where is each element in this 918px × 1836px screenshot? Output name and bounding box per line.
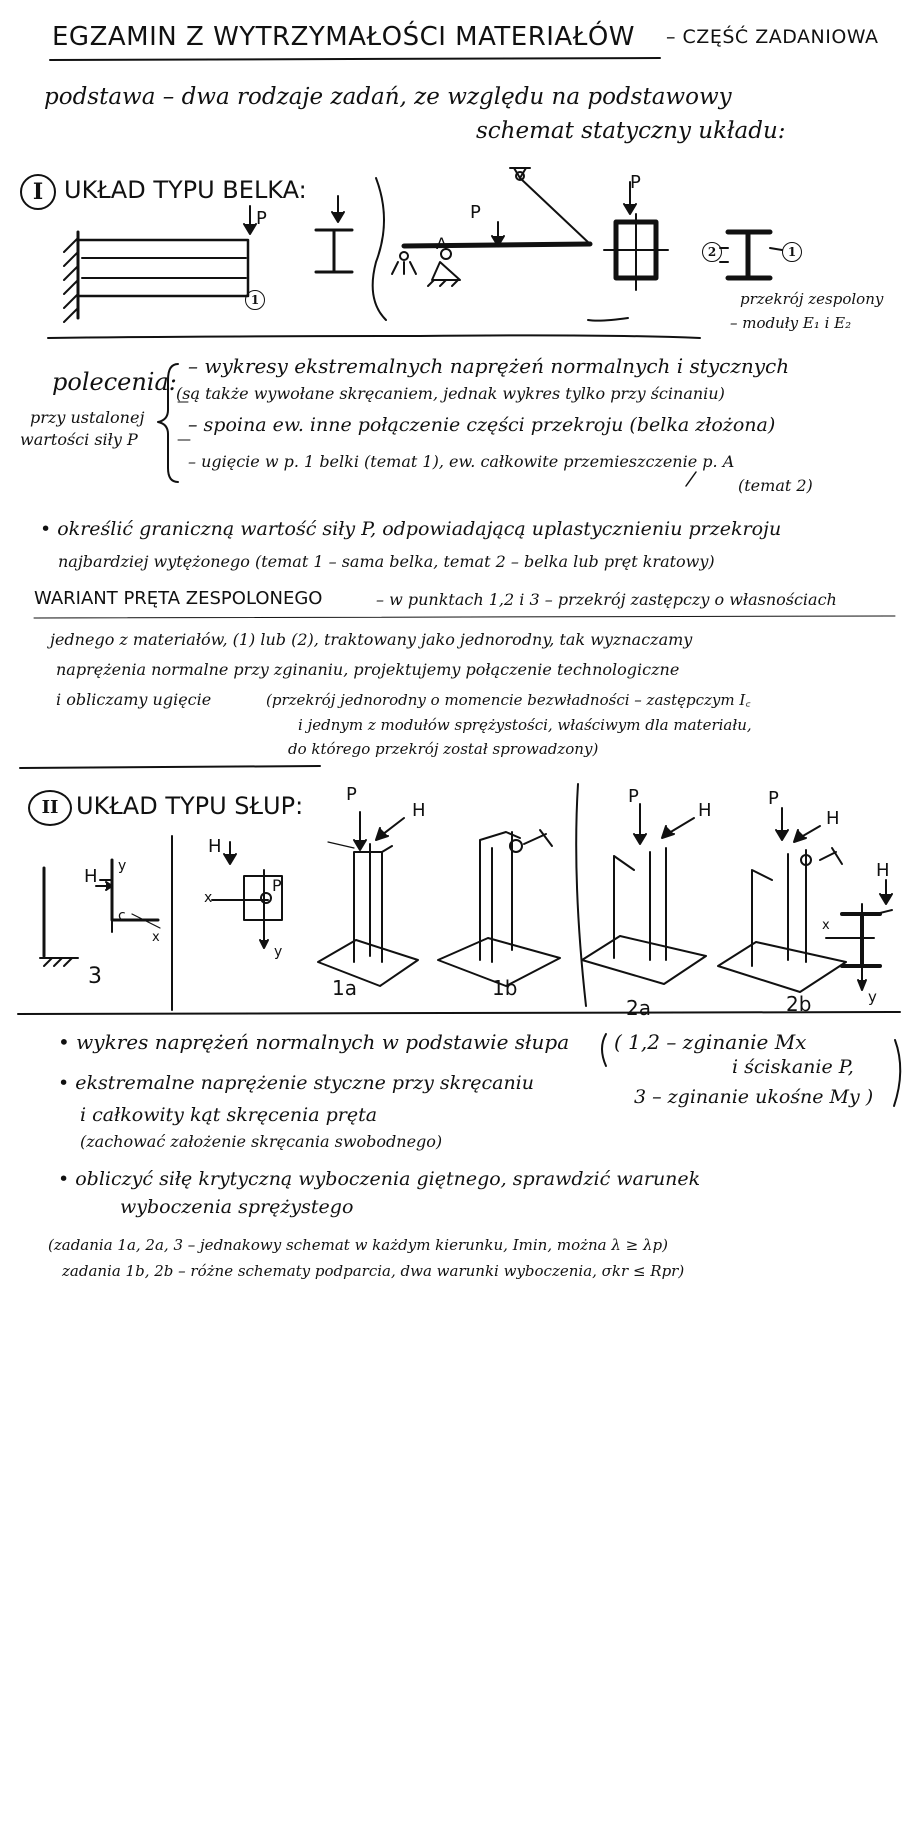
command-item-2: – spoina ew. inne połączenie części przekroju (belka złożona)	[188, 414, 776, 436]
column-1b	[438, 830, 560, 986]
page-title-suffix: – CZĘŚĆ ZADANIOWA	[666, 26, 879, 48]
composite-note-1: przekrój zespolony	[740, 290, 884, 308]
s2-bullet-3: • obliczyć siłę krytyczną wyboczenia giętnego, sprawdzić warunek	[58, 1168, 701, 1190]
commands-brace	[158, 364, 178, 482]
variant-paren-2: i jednym z modułów sprężystości, właściwym dla materiału,	[298, 716, 752, 734]
section2-divider	[20, 766, 320, 768]
commands-label: polecenia:	[52, 368, 177, 396]
column-cross-section	[212, 842, 282, 948]
fig2b-p-label: P	[768, 788, 779, 809]
tee-section-figure	[826, 880, 892, 990]
intro-line-1: podstawa – dwa rodzaje zadań, ze względu na podstawowy	[44, 84, 732, 110]
fig3-number: 3	[88, 964, 102, 989]
fig2a-p-label: P	[628, 786, 639, 807]
force-p-label-3: P	[630, 172, 641, 193]
fig3-h-label: H	[84, 866, 98, 887]
variant-paren-3: do którego przekrój został sprowadzony)	[288, 740, 599, 758]
column-2b	[718, 808, 846, 992]
fig3-x-label: x	[152, 930, 160, 945]
command-item-1-note: (są także wywołane skręcaniem, jednak wykres tylko przy ścinaniu)	[176, 384, 725, 403]
fig2a-label: 2a	[626, 996, 651, 1020]
composite-section-figure	[720, 232, 782, 278]
fig2b-h-label: H	[826, 808, 840, 829]
side-note-1: przy ustalonej	[30, 408, 145, 427]
fig2b-label: 2b	[786, 992, 812, 1016]
page-title: EGZAMIN Z WYTRZYMAŁOŚCI MATERIAŁÓW	[52, 22, 635, 52]
section1-divider	[48, 335, 700, 338]
marker-1: 1	[245, 290, 265, 310]
fig-section-x-label: x	[204, 890, 213, 906]
s2-paren-3: 3 – zginanie ukośne My )	[634, 1086, 874, 1108]
column-1a	[318, 812, 418, 986]
command-item-1: – wykresy ekstremalnych naprężeń normalnych i stycznych	[188, 354, 790, 378]
s2-bullet-2-cont: i całkowity kąt skręcenia pręta	[80, 1104, 378, 1126]
s2-paren-2: i ściskanie P,	[732, 1056, 854, 1078]
side-note-2: wartości siły P	[20, 430, 138, 449]
command-item-3-topic: (temat 2)	[738, 476, 813, 495]
fig-section-h-label: H	[208, 836, 222, 857]
box-section-figure	[604, 182, 668, 290]
section-1-heading: UKŁAD TYPU BELKA:	[64, 176, 307, 204]
force-p-label-2: P	[470, 202, 481, 223]
fig1a-label: 1a	[332, 976, 357, 1000]
fig-section-y-label: y	[274, 944, 283, 960]
variant-line-3: i obliczamy ugięcie	[56, 690, 212, 709]
s2-note-1: (zadania 1a, 2a, 3 – jednakowy schemat w każdym kierunku, Imin, można λ ≥ λp)	[48, 1236, 668, 1254]
fig3-c-label: c	[118, 908, 126, 924]
fig3-y-label: y	[118, 858, 127, 874]
intro-line-2: schemat statyczny układu:	[476, 118, 786, 144]
s2-paren-1: ( 1,2 – zginanie Mx	[614, 1030, 807, 1054]
fig1b-label: 1b	[492, 976, 518, 1000]
fig3-column	[40, 860, 160, 966]
variant-heading: WARIANT PRĘTA ZESPOLONEGO	[34, 588, 323, 609]
cantilever-beam-figure	[64, 206, 256, 322]
fig-tee-x-label: x	[822, 918, 830, 933]
fig1a-p-label: P	[346, 784, 357, 805]
s2-bullet-3-cont: wyboczenia sprężystego	[120, 1196, 354, 1218]
variant-line-1: jednego z materiałów, (1) lub (2), traktowany jako jednorodny, tak wyznaczamy	[50, 630, 693, 649]
section1-separator-1	[373, 178, 386, 320]
s2-bullet-1: • wykres naprężeń normalnych w podstawie słupa	[58, 1030, 570, 1054]
variant-rule	[34, 616, 895, 618]
fig-section-p-label: P	[272, 876, 282, 895]
section-2-heading: UKŁAD TYPU SŁUP:	[76, 792, 304, 820]
variant-paren-1: (przekrój jednorodny o momencie bezwładności – zastępczym I꜀	[266, 691, 751, 709]
fig2a-h-label: H	[698, 800, 712, 821]
composite-marker-2: 2	[702, 242, 722, 262]
s2-paren-close	[894, 1040, 900, 1106]
composite-note-2: – moduły E₁ i E₂	[730, 314, 852, 332]
section-1-numeral: I	[20, 174, 56, 210]
point-a-label: A	[436, 234, 447, 253]
title-underline	[50, 58, 660, 60]
s2-bullet-2: • ekstremalne naprężenie styczne przy skręcaniu	[58, 1072, 534, 1094]
section-2-numeral: II	[28, 790, 72, 826]
fig1a-h-label: H	[412, 800, 426, 821]
bullet-limit-force-cont: najbardziej wytężonego (temat 1 – sama belka, temat 2 – belka lub pręt kratowy)	[58, 552, 715, 571]
s2-bullet-2-note: (zachować założenie skręcania swobodnego)	[80, 1132, 443, 1151]
variant-line-2: naprężenia normalne przy zginaniu, projektujemy połączenie technologiczne	[56, 660, 680, 679]
section2-figures-divider	[18, 1012, 900, 1014]
s2-paren-open	[602, 1034, 606, 1066]
section2-separator-2	[576, 784, 586, 1006]
fig-tee-y-label: y	[868, 988, 877, 1006]
fig-tee-h-label: H	[876, 860, 890, 881]
composite-marker-1: 1	[782, 242, 802, 262]
force-p-label-1: P	[256, 208, 267, 229]
bullet-limit-force: • określić graniczną wartość siły P, odpowiadającą uplastycznieniu przekroju	[40, 518, 782, 540]
section1-separator-2	[588, 318, 628, 321]
i-section-figure	[316, 196, 352, 272]
command-item-3: – ugięcie w p. 1 belki (temat 1), ew. całkowite przemieszczenie p. A	[188, 452, 735, 471]
column-2a	[582, 804, 706, 984]
variant-text: – w punktach 1,2 i 3 – przekrój zastępczy o własnościach	[376, 590, 837, 609]
s2-note-2: zadania 1b, 2b – różne schematy podparcia, dwa warunki wyboczenia, σkr ≤ Rpr)	[62, 1262, 685, 1280]
beam-truss-figure	[392, 168, 590, 286]
